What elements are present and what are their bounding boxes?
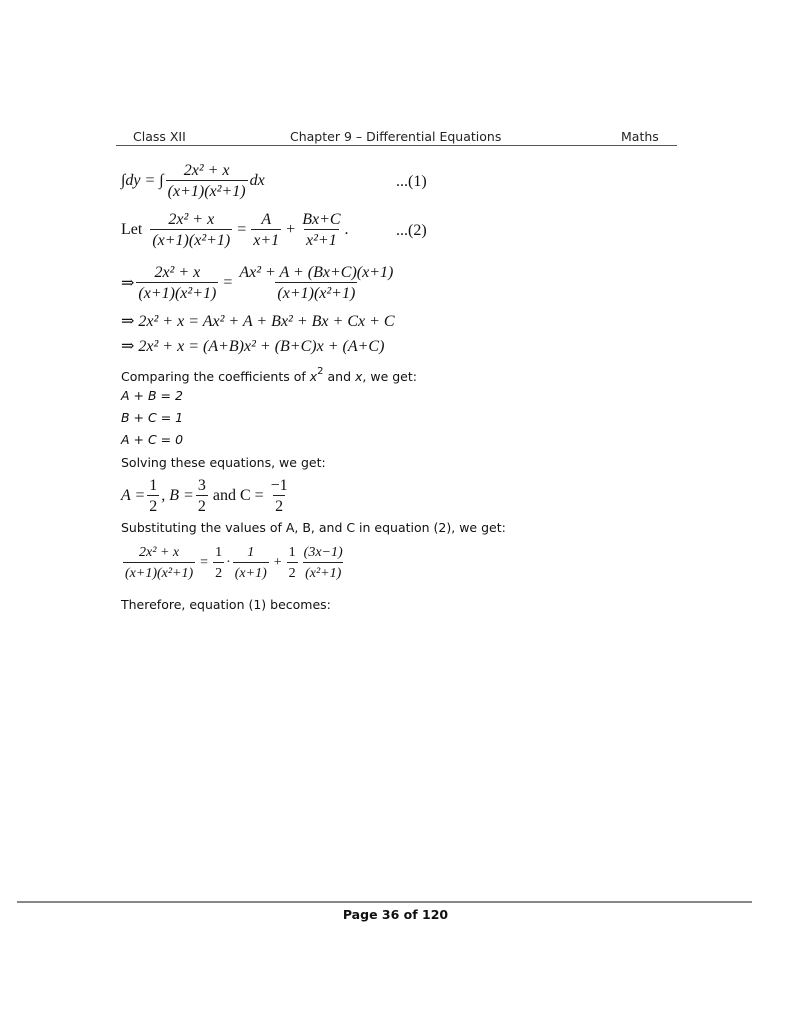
- eq6-lhs-denominator: (x+1)(x²+1): [123, 562, 195, 583]
- comparing-mid: and: [323, 369, 355, 384]
- solution-b-den: 2: [196, 495, 208, 516]
- header-chapter-title: Chapter 9 – Differential Equations: [290, 129, 502, 144]
- comparing-var-x2: x: [309, 369, 318, 384]
- eq2-lhs-numerator: 2x² + x: [168, 210, 215, 228]
- eq3-lhs-numerator: 2x² + x: [154, 263, 201, 281]
- eq6-term-1: [233, 544, 269, 583]
- system-equation-3: A + C = 0: [121, 432, 184, 447]
- equation-5: ⇒ 2x² + x = (A+B)x² + (B+C)x + (A+C): [121, 338, 385, 355]
- comparing-superscript: 2: [317, 366, 324, 377]
- equation-1: [121, 160, 265, 202]
- eq6-half-2-num: 1: [288, 544, 296, 560]
- eq2-rhs2-numerator: Bx+C: [302, 210, 341, 228]
- eq6-half-1-den: 2: [213, 562, 224, 583]
- eq6-term-1-den: (x+1): [233, 562, 269, 583]
- eq6-term-2-den: (x²+1): [303, 562, 343, 583]
- eq3-rhs-fraction: [237, 264, 395, 303]
- eq6-lhs-fraction: [123, 544, 195, 583]
- equation-1-label: ...(1): [396, 173, 427, 190]
- solution-values: [121, 476, 292, 516]
- eq6-half-1-num: 1: [215, 544, 223, 560]
- eq1-dx: dx: [249, 172, 265, 189]
- eq3-lhs-fraction: [136, 264, 218, 303]
- comparing-after: , we get:: [362, 369, 417, 384]
- comparing-var-x: x: [355, 369, 363, 384]
- eq2-rhs1-numerator: A: [261, 210, 272, 228]
- solution-c-label: and C =: [212, 487, 264, 504]
- eq2-rhs1-denominator: x+1: [251, 229, 281, 250]
- eq6-term-1-num: 1: [247, 544, 255, 560]
- solution-c-fraction: [269, 477, 290, 516]
- equation-2-label: ...(2): [396, 222, 427, 239]
- eq6-term-2: [302, 544, 345, 583]
- solution-b-num: 3: [197, 476, 206, 494]
- solution-c-den: 2: [273, 495, 285, 516]
- solution-a-fraction: [147, 477, 159, 516]
- eq2-rhs2-fraction: [300, 211, 342, 250]
- eq1-numerator: 2x² + x: [183, 161, 230, 179]
- solution-b-label: , B =: [161, 487, 194, 504]
- eq6-half-2: [287, 544, 298, 583]
- implies-icon: ⇒: [121, 275, 135, 292]
- equation-2: Let $\frac{\text{2x² + x}}{\text{(x+1)(x²+1)}}$ = $\frac{A}{x+1}$ + $\frac{Bx+C}{\text{x²+1}}$ .: [121, 210, 349, 249]
- equation-6: $\frac{\text{2x² + x}}{\text{(x+1)(x²+1)}}$ = $\frac{1}{2}$ · $\frac{1}{(x+1)}$ + $\frac{1}{2}$ $\frac{(3x-1)}{\text{(x²+1)}}$: [125, 544, 343, 581]
- eq2-lhs-fraction: [150, 211, 232, 250]
- eq3-lhs-denominator: (x+1)(x²+1): [136, 282, 218, 303]
- eq6-lhs-numerator: 2x² + x: [139, 544, 180, 560]
- eq3-rhs-numerator: Ax² + A + (Bx+C)(x+1): [239, 263, 394, 281]
- eq2-let: Let: [121, 221, 143, 238]
- header-divider: [116, 145, 677, 146]
- solving-text: Solving these equations, we get:: [121, 455, 326, 470]
- eq3-rhs-denominator: (x+1)(x²+1): [275, 282, 357, 303]
- comparing-text: [121, 366, 417, 384]
- eq1-fraction: [166, 162, 248, 201]
- eq2-rhs2-denominator: x²+1: [304, 229, 339, 250]
- solution-a-num: 1: [149, 476, 158, 494]
- header-subject: Maths: [621, 129, 659, 144]
- header-class: Class XII: [133, 129, 186, 144]
- comparing-before: Comparing the coefficients of: [121, 369, 310, 384]
- eq6-half-2-den: 2: [287, 562, 298, 583]
- page-number: Page 36 of 120: [342, 907, 449, 922]
- eq6-term-2-num: (3x−1): [303, 544, 343, 560]
- solution-a-den: 2: [147, 495, 159, 516]
- solution-a-label: A =: [121, 487, 146, 504]
- therefore-text: Therefore, equation (1) becomes:: [121, 597, 331, 612]
- solution-b-fraction: [196, 477, 208, 516]
- eq6-half-1: [213, 544, 224, 583]
- eq2-lhs-denominator: (x+1)(x²+1): [150, 229, 232, 250]
- footer-divider: [17, 901, 752, 903]
- system-equation-2: B + C = 1: [121, 410, 184, 425]
- substituting-text: Substituting the values of A, B, and C in equation (2), we get:: [121, 520, 506, 535]
- system-equation-1: A + B = 2: [121, 388, 183, 403]
- solution-c-num: −1: [270, 476, 288, 494]
- equation-3: ⇒ $\frac{\text{2x² + x}}{\text{(x+1)(x²+1)}}$ = $\frac{\text{Ax² + A + (Bx+C)(x+1)}}{\text{(x+1)(x²+1)}}$: [121, 263, 394, 302]
- equation-4: ⇒ 2x² + x = Ax² + A + Bx² + Bx + Cx + C: [121, 313, 395, 330]
- eq1-denominator: (x+1)(x²+1): [166, 180, 248, 201]
- eq1-lhs: ∫dy = ∫: [121, 172, 164, 189]
- eq2-rhs1-fraction: [251, 211, 281, 250]
